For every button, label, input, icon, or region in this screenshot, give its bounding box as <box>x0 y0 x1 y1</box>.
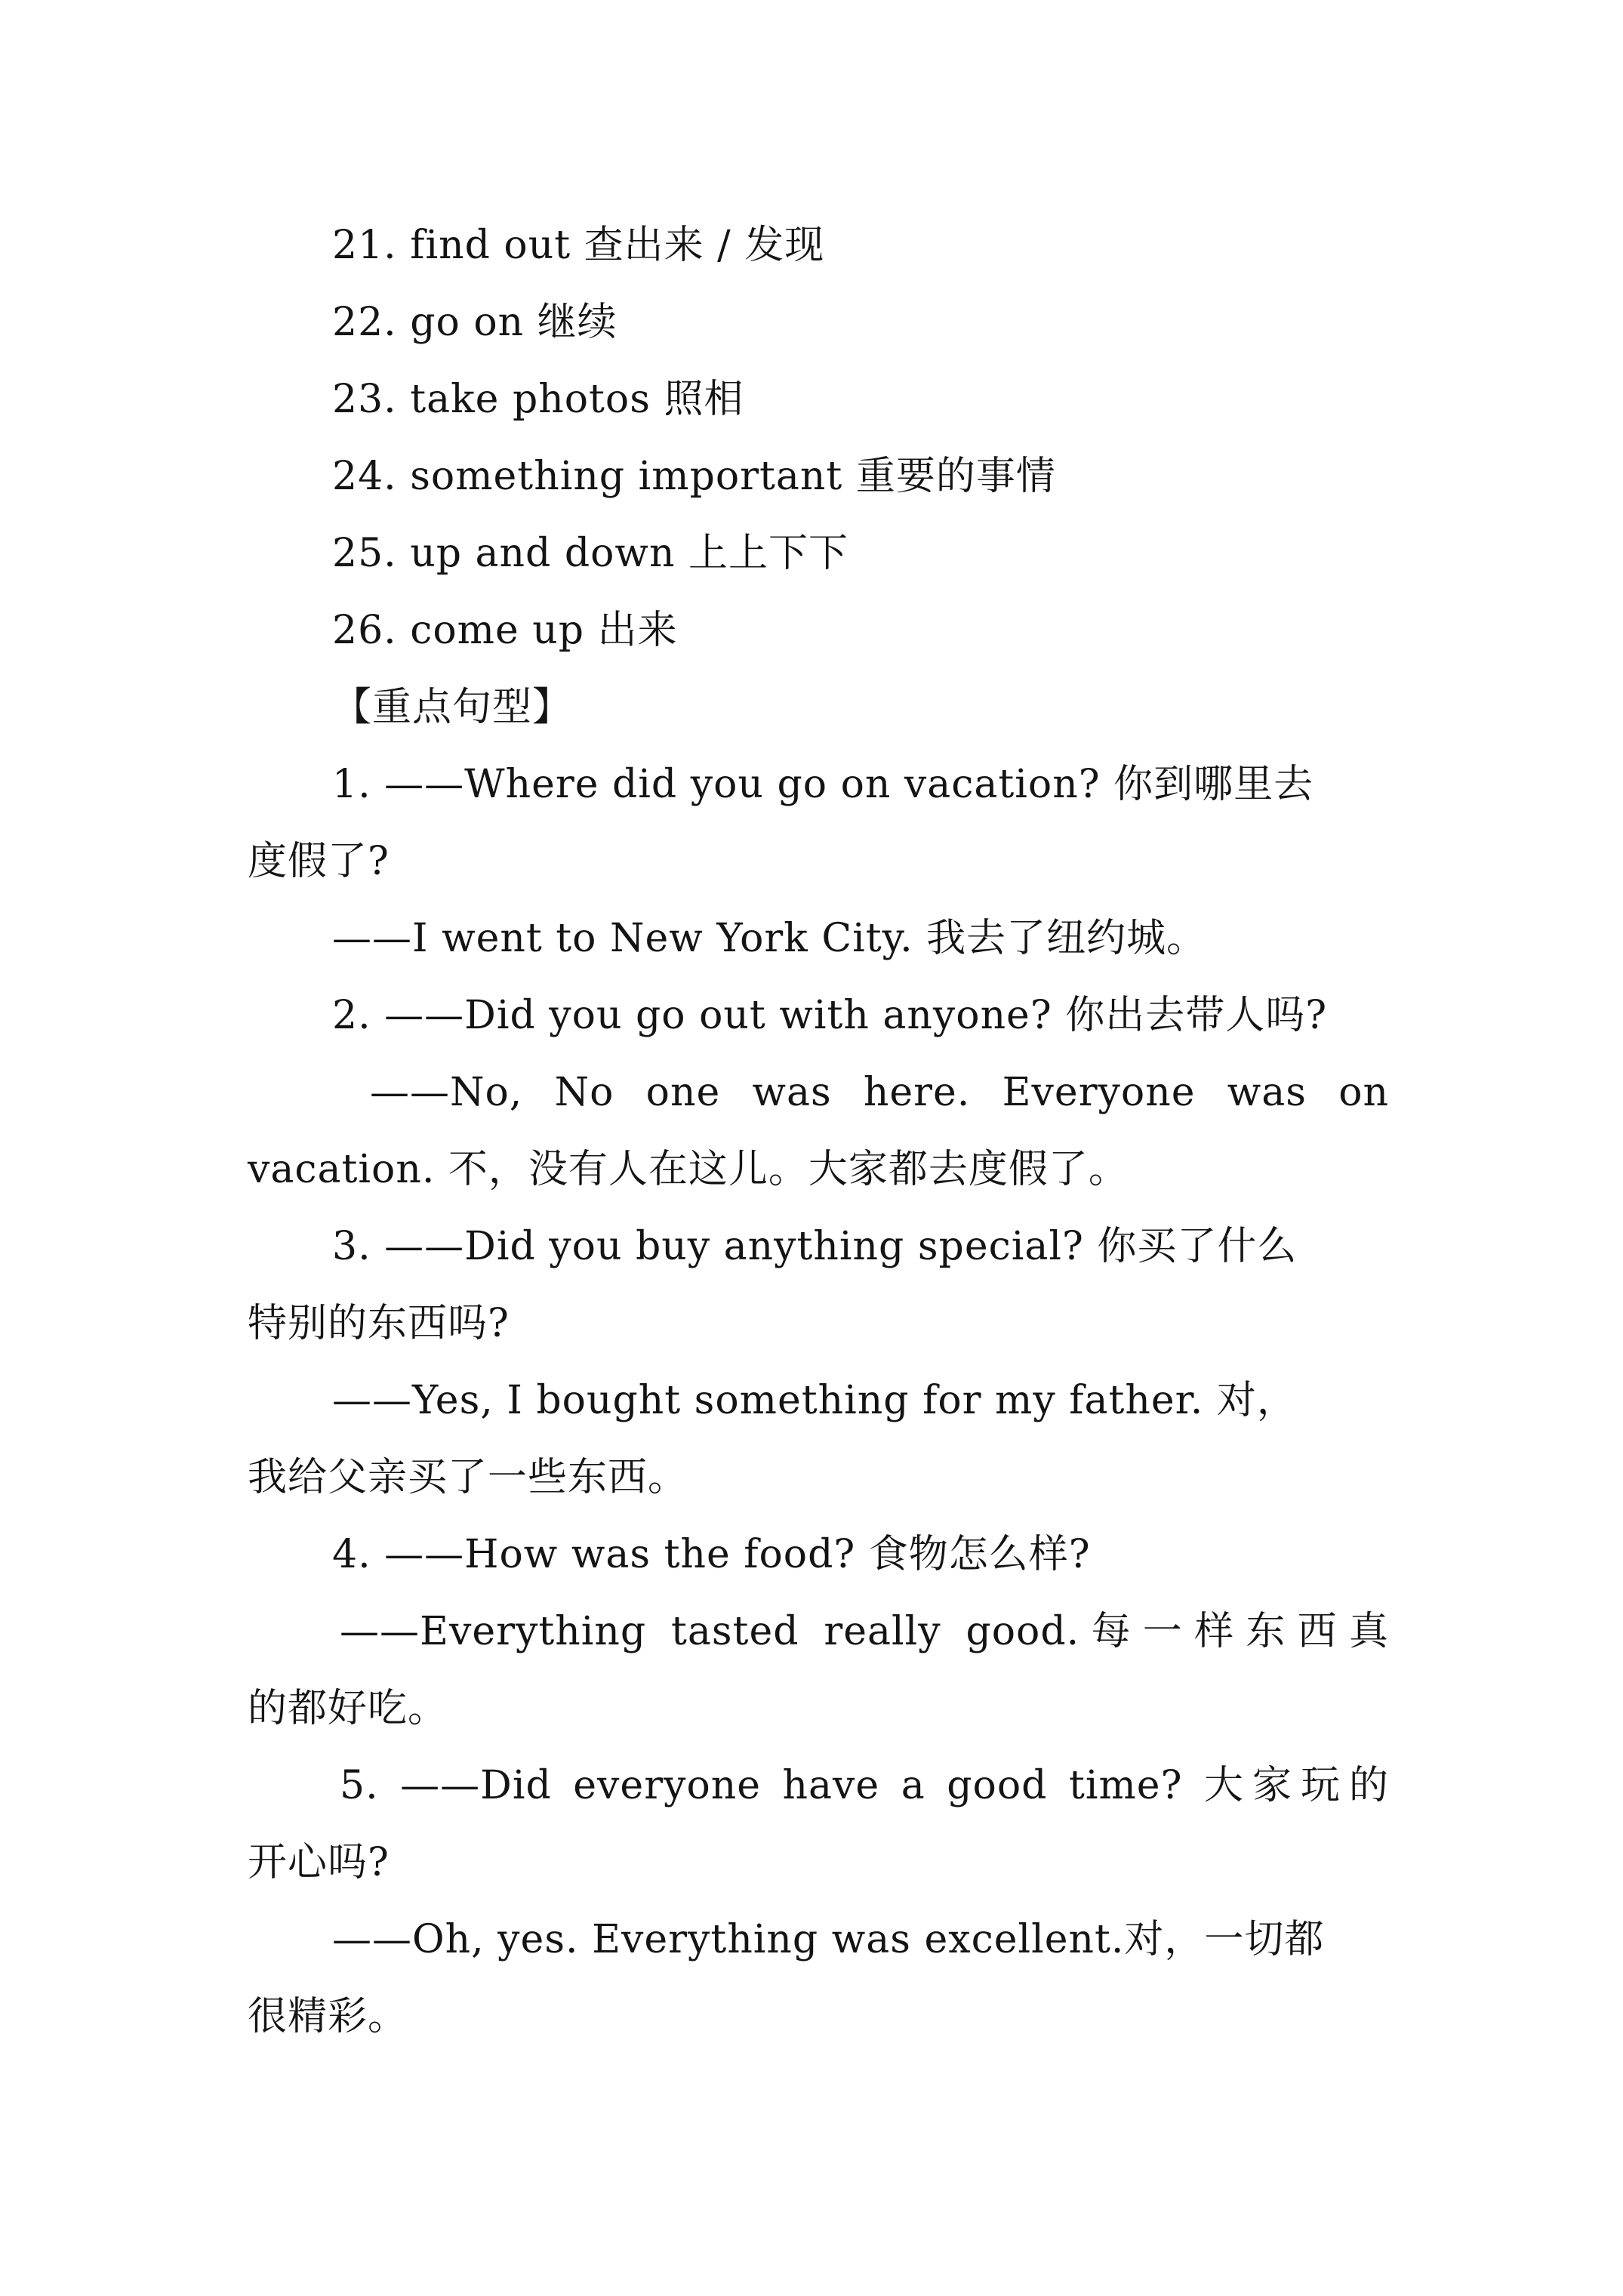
sentence-4-question: 4. ——How was the food? 食物怎么样? <box>332 1532 1091 1577</box>
sentence-1-question-line2: 度假了? <box>248 839 390 884</box>
sentence-2-answer-line2: vacation. 不，没有人在这儿。大家都去度假了。 <box>248 1147 1129 1192</box>
sentence-4-answer-line2: 的都好吃。 <box>248 1686 448 1731</box>
vocab-item-24: 24. something important 重要的事情 <box>332 454 1056 499</box>
sentence-3-question-line1: 3. ——Did you buy anything special? 你买了什么 <box>332 1224 1298 1269</box>
sentence-3-answer-line1: ——Yes, I bought something for my father. 对， <box>332 1378 1297 1423</box>
sentence-1-question-line1: 1. ——Where did you go on vacation? 你到哪里去 <box>332 762 1314 807</box>
sentence-5-answer-line1: ——Oh, yes. Everything was excellent.对，一切都 <box>332 1917 1325 1962</box>
sentence-4-answer-line1: ——Everything tasted really good.每一样东西真 <box>340 1609 1389 1654</box>
vocab-item-23: 23. take photos 照相 <box>332 377 744 422</box>
sentence-3-question-line2: 特别的东西吗? <box>248 1301 510 1346</box>
vocab-item-21: 21. find out 查出来 / 发现 <box>332 223 825 268</box>
vocab-item-26: 26. come up 出来 <box>332 608 678 653</box>
vocab-item-22: 22. go on 继续 <box>332 300 617 345</box>
vocab-item-25: 25. up and down 上上下下 <box>332 531 848 576</box>
sentence-2-answer-line1: ——No, No one was here. Everyone was on <box>370 1070 1389 1115</box>
sentence-5-question-line2: 开心吗? <box>248 1840 390 1885</box>
sentence-2-question: 2. ——Did you go out with anyone? 你出去带人吗? <box>332 993 1328 1038</box>
sentence-5-question-line1: 5. ——Did everyone have a good time? 大家玩的 <box>340 1763 1389 1808</box>
sentence-5-answer-line2: 很精彩。 <box>248 1994 408 2039</box>
sentence-1-answer: ——I went to New York City. 我去了纽约城。 <box>332 916 1207 961</box>
sentence-3-answer-line2: 我给父亲买了一些东西。 <box>248 1455 688 1500</box>
section-heading: 【重点句型】 <box>332 685 573 730</box>
